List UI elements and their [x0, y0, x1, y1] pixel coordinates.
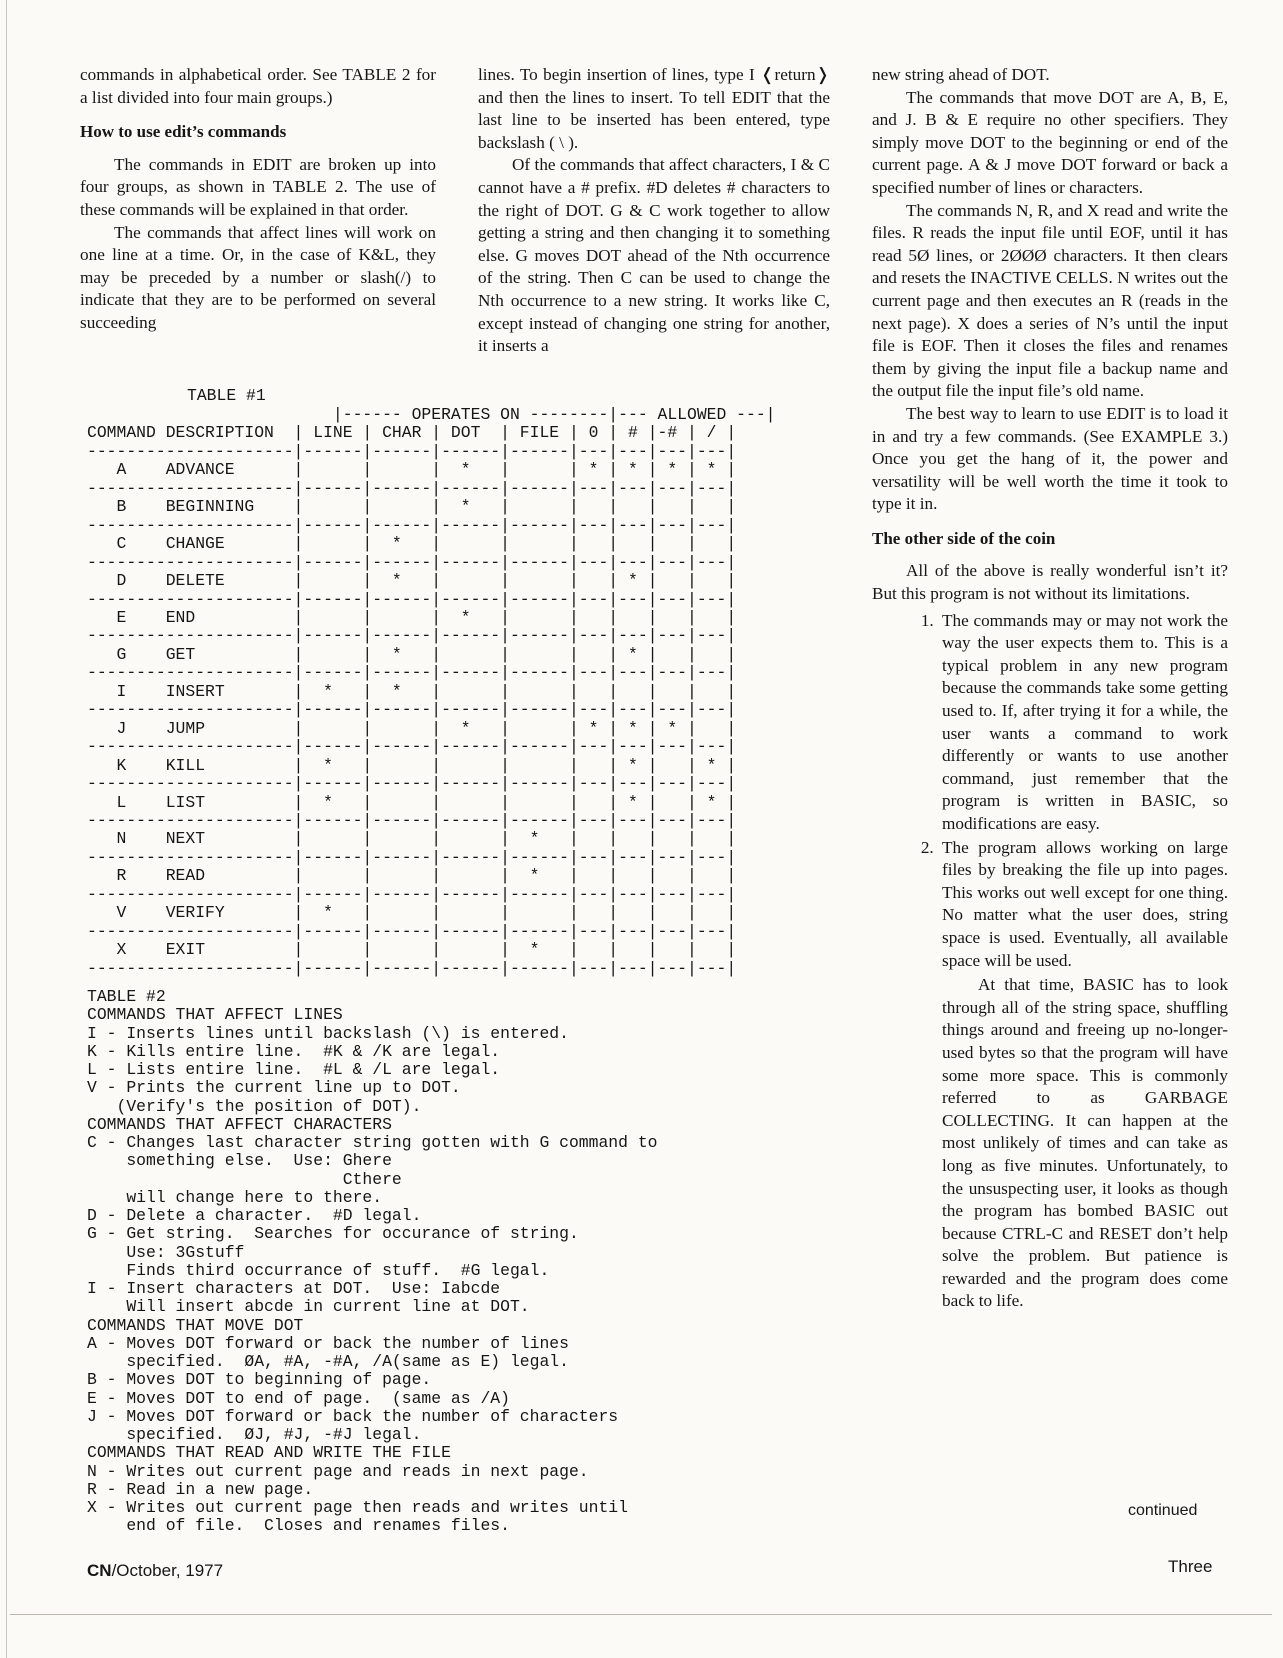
table-1: |------ OPERATES ON --------|--- ALLOWED ---| COMMAND DESCRIPTION | LINE | CHAR | DOT | FILE | 0 | # |-# | / | ---------------------|------|------|------|------|---|---|---|---| A ADVANCE | | | * | | * | * | * | * | ---------------------|------|------|------|------|---|---|---|---| B BEGINNING | | | * | | | | | | ---------------------|------|------|------|------|---|---|---|---| C CHANGE | | * | | | | | | | ---------------------|------|------|------|------|---|---|---|---| D DELETE | | * | | | | * | | | ---------------------|------|------|------|------|---|---|---|---| E END | | | * | | | | | | ---------------------|------|------|------|------|---|---|---|---| G GET | | * | | | | * | | | ---------------------|------|------|------|------|---|---|---|---| I INSERT | * | * | | | | | | | ---------------------|------|------|------|------|---|---|---|---| J JUMP | | | * | | * | * | * | | ---------------------|------|------|------|------|---|---|---|---| K KILL | * | | | | | * | | * | ---------------------|------|------|------|------|---|---|---|---| L LIST | * | | | | | * | | * | ---------------------|------|------|------|------|---|---|---|---| N NEXT | | | | * | | | | | ---------------------|------|------|------|------|---|---|---|---| R READ | | | | * | | | | | ---------------------|------|------|------|------|---|---|---|---| V VERIFY | * | | | | | | | | ---------------------|------|------|------|------|---|---|---|---| X EXIT | | | | * | | | | | ---------------------|------|------|------|------|---|---|---|---| — [87, 405, 776, 978]
paragraph: The commands that move DOT are A, B, E, and J. B & E require no other specifiers. They simply move DOT to the beginning or end of the current page. A & J move DOT forward or back a specified number of lines or characters. — [872, 87, 1228, 197]
paragraph: lines. To begin insertion of lines, type I ❬return❭ and then the lines to insert. To tell EDIT that the last line to be inserted has been entered, type backslash ( \ ). — [478, 65, 830, 152]
paragraph: All of the above is really wonderful isn’t it? But this program is not without its limitations. — [872, 561, 1228, 604]
paragraph: The commands N, R, and X read and write the files. R reads the input file until EOF, until it has read 5Ø lines, or 2ØØØ characters. It then clears and resets the INACTIVE CELLS. N writes out the current page and then executes an R (reads in the next page). X does a series of N’s until the input file is EOF. Then it closes the files and renames them by giving the input file a backup name and the output file the input file’s old name. — [872, 200, 1228, 401]
limitations-list — [872, 610, 1228, 1313]
paragraph: The commands in EDIT are broken up into four groups, as shown in TABLE 2. The use of these commands will be explained in that order. — [80, 154, 436, 219]
paragraph: At that time, BASIC has to look through all of the string space, shuffling things around and freeing up no-longer-used bytes so that the program will have some more space. This is commonly referred to as GARBAGE COLLECTING. It can happen at the most unlikely of times and can take as long as five minutes. Unfortunately, to the unsuspecting user, it looks as though the program has bombed BASIC out because CTRL-C and RESET don’t help solve the problem. But patience is rewarded and the program does come back to life. — [942, 975, 1228, 1311]
table-2: TABLE #2 COMMANDS THAT AFFECT LINES I - Inserts lines until backslash (\) is entered. K - Kills entire line. #K & /K are legal. L - Lists entire line. #L & /L are legal. V - Prints the current line up to DOT. (Verify's the position of DOT). COMMANDS THAT AFFECT CHARACTERS C - Changes last character string gotten with G command to something else. Use: Ghere Cthere will change here to there. D - Delete a character. #D legal. G - Get string. Searches for occurance of string. Use: 3Gstuff Finds third occurrance of stuff. #G legal. I - Insert characters at DOT. Use: Iabcde Will insert abcde in current line at DOT. COMMANDS THAT MOVE DOT A - Moves DOT forward or back the number of lines specified. ØA, #A, -#A, /A(same as E) legal. B - Moves DOT to beginning of page. E - Moves DOT to end of page. (same as /A) J - Moves DOT forward or back the number of characters specified. ØJ, #J, -#J legal. COMMANDS THAT READ AND WRITE THE FILE N - Writes out current page and reads in next page. R - Read in a new page. X - Writes out current page then reads and writes until end of file. Closes and renames files. — [87, 987, 658, 1536]
continued-label: continued — [1128, 1502, 1198, 1519]
paragraph: commands in alphabetical order. See TABLE 2 for a list divided into four main groups.) — [80, 65, 436, 107]
section-heading: How to use edit’s commands — [80, 122, 287, 142]
list-item — [938, 610, 1228, 836]
footer-logo: CN — [87, 1561, 112, 1580]
page-number: Three — [1168, 1557, 1213, 1576]
paragraph: The best way to learn to use EDIT is to load it in and try a few commands. (See EXAMPLE 3.) Once you get the hang of it, the power and versatility will be well worth the time it took to type it in. — [872, 403, 1228, 514]
footer-date: /October, 1977 — [111, 1561, 224, 1580]
page-edge — [6, 0, 7, 1658]
list-item — [938, 837, 1228, 1313]
bottom-rule — [10, 1614, 1272, 1615]
table-1-title: TABLE #1 — [187, 386, 266, 405]
paragraph: Of the commands that affect characters, I & C cannot have a # prefix. #D deletes # characters to the right of DOT. G & C work together to allow getting a string and then changing it to something else. G moves DOT ahead of the Nth occurrence of the string. Then C can be used to change the Nth occurrence to a new string. It works like C, except instead of changing one string for another, it inserts a — [478, 155, 830, 356]
section-heading: The other side of the coin — [872, 528, 1056, 548]
column-2 — [478, 64, 830, 358]
footer-issue — [87, 1561, 223, 1581]
list-item-text: The program allows working on large files by breaking the file up into pages. This works out well except for one thing. No matter what the user does, string space is used. Eventually, all available space will be used. — [942, 837, 1228, 970]
paragraph: new string ahead of DOT. — [872, 65, 1050, 84]
paragraph: The commands that affect lines will work on one line at a time. Or, in the case of K&L, they may be preceded by a number or slash(/) to indicate that they are to be performed on several succeeding — [80, 222, 436, 332]
list-item-text: The commands may or may not work the way the user expects them to. This is a typical problem in any new program because the commands take some getting used to. If, after trying it for a while, the user wants a command to work differently or wants to use another command, just remember that the program is written in BASIC, so modifications are easy. — [942, 610, 1228, 833]
column-1 — [80, 64, 436, 335]
column-3 — [872, 64, 1228, 1314]
